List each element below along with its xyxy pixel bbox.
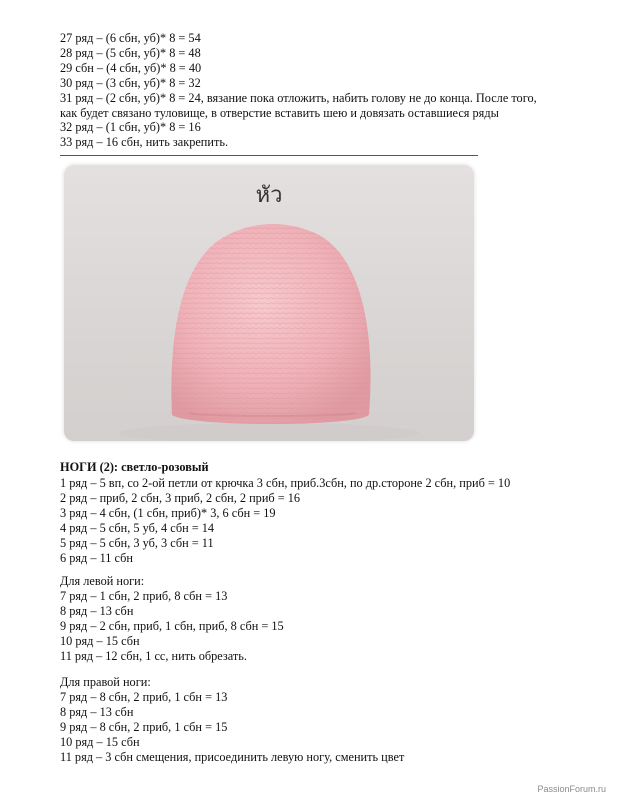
crochet-head-photo [64, 165, 474, 441]
left-leg-row-11: 11 ряд – 12 сбн, 1 сс, нить обрезать. [60, 648, 247, 663]
left-leg-row-9: 9 ряд – 2 сбн, приб, 1 сбн, приб, 8 сбн = 15 [60, 618, 284, 633]
left-leg-row-8: 8 ряд – 13 сбн [60, 603, 134, 618]
legs-row-2: 2 ряд – приб, 2 сбн, 3 приб, 2 сбн, 2 приб = 16 [60, 490, 301, 505]
head-rows-block [60, 31, 560, 150]
row-28: 28 ряд – (5 сбн, уб)* 8 = 48 [60, 45, 201, 60]
row-30: 30 ряд – (3 сбн, уб)* 8 = 32 [60, 75, 201, 90]
photo-caption: หัว [255, 183, 283, 208]
legs-row-1: 1 ряд – 5 вп, со 2-ой петли от крючка 3 сбн, приб.3сбн, по др.стороне 2 сбн, приб = 10 [60, 476, 511, 490]
section-divider [60, 155, 478, 156]
right-leg-block [60, 675, 560, 764]
left-leg-heading: Для левой ноги: [60, 574, 145, 588]
row-27: 27 ряд – (6 сбн, уб)* 8 = 54 [60, 31, 201, 45]
legs-block [60, 460, 560, 565]
legs-row-4: 4 ряд – 5 сбн, 5 уб, 4 сбн = 14 [60, 520, 215, 535]
row-31: 31 ряд – (2 сбн, уб)* 8 = 24, вязание пока отложить, набить голову не до конца. После того, как будет связано туловище, в отверстие вставить шею и довязать оставшиеся ряды [60, 90, 537, 120]
left-leg-block [60, 574, 560, 663]
legs-row-6: 6 ряд – 11 сбн [60, 550, 133, 565]
row-29: 29 сбн – (4 сбн, уб)* 8 = 40 [60, 60, 202, 75]
right-leg-row-7: 7 ряд – 8 сбн, 2 приб, 1 сбн = 13 [60, 689, 228, 704]
right-leg-row-9: 9 ряд – 8 сбн, 2 приб, 1 сбн = 15 [60, 719, 228, 734]
right-leg-row-11: 11 ряд – 3 сбн смещения, присоединить левую ногу, сменить цвет [60, 749, 405, 764]
legs-row-3: 3 ряд – 4 сбн, (1 сбн, приб)* 3, 6 сбн = 19 [60, 505, 276, 520]
row-32: 32 ряд – (1 сбн, уб)* 8 = 16 [60, 120, 201, 135]
site-watermark: PassionForum.ru [537, 784, 606, 794]
right-leg-row-8: 8 ряд – 13 сбн [60, 704, 134, 719]
row-33: 33 ряд – 16 сбн, нить закрепить. [60, 135, 229, 150]
left-leg-row-10: 10 ряд – 15 сбн [60, 633, 140, 648]
legs-row-5: 5 ряд – 5 сбн, 3 уб, 3 сбн = 11 [60, 535, 214, 550]
right-leg-heading: Для правой ноги: [60, 675, 151, 689]
left-leg-row-7: 7 ряд – 1 сбн, 2 приб, 8 сбн = 13 [60, 588, 228, 603]
right-leg-row-10: 10 ряд – 15 сбн [60, 734, 140, 749]
legs-heading: НОГИ (2): светло-розовый [60, 460, 209, 474]
